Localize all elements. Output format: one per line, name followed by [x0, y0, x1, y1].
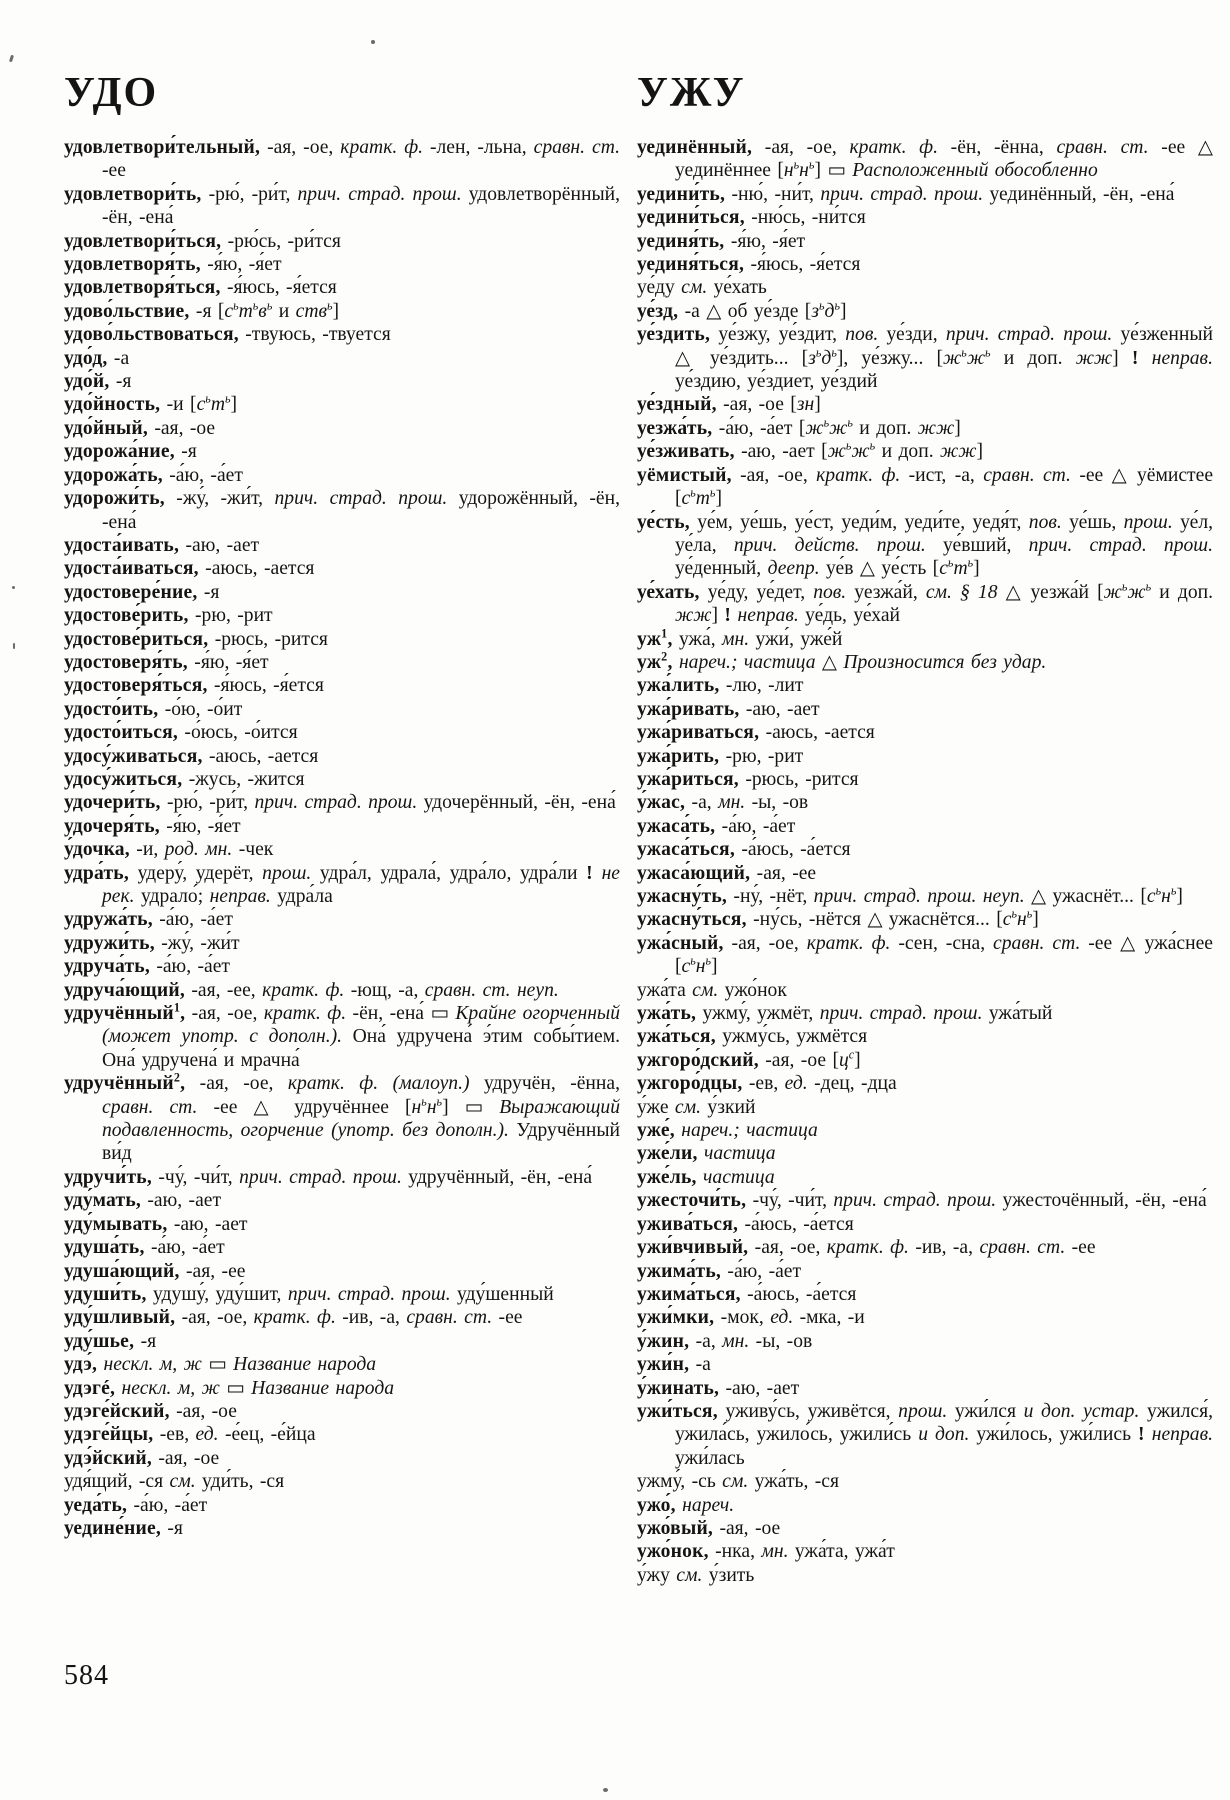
dictionary-entry: ужа́та см. ужо́нок — [637, 979, 787, 1001]
dictionary-entry: ужи́н, -а — [637, 1354, 711, 1376]
dictionary-entry: удостове́рить, -рю, -рит — [64, 605, 273, 627]
dictionary-entry: уе́здить, уе́зжу, уе́здит, пов. уе́зди, прич. страд. прош. уе́зженный △ уе́здить... $[з^ьд^ь]$, уе́зжу... [$ж^ьж^ь$ и доп. жж] ! неправ. уе́здию, уе́здиет, уе́здий — [637, 324, 1213, 393]
dictionary-entry: у́же см. у́зкий — [637, 1096, 756, 1118]
dictionary-entry: уду́шливый, -ая, -ое, кратк. ф. -ив, -а, сравн. ст. -ее — [64, 1307, 523, 1329]
dictionary-entry: ужа́ть, ужму́, ужмёт, прич. страд. прош. ужа́тый — [637, 1003, 1053, 1025]
dictionary-entry: уже́, нареч.; частица — [637, 1120, 818, 1142]
left-column — [64, 72, 620, 1540]
column-left-entries — [64, 136, 620, 1540]
dictionary-entry: удэге́йский, -ая, -ое — [64, 1400, 237, 1422]
dictionary-entry: уёмистый, -ая, -ое, кратк. ф. -ист, -а, сравн. ст. -ее △ уёмистее $[с^ьт^ь]$ — [637, 464, 1214, 510]
dictionary-entry: удуша́ющий, -ая, -ее — [64, 1260, 246, 1282]
dictionary-entry: уе́ду см. уе́хать — [637, 277, 767, 299]
dictionary-entry: у́жинать, -аю, -ает — [637, 1377, 800, 1399]
dictionary-entry: удочеря́ть, -я́ю, -я́ет — [64, 815, 241, 837]
dictionary-entry: ужа́риваться, -аюсь, -ается — [637, 722, 875, 744]
dictionary-entry: ужи́ться, уживу́сь, уживётся, прош. ужи́лся и доп. устар. ужился́, ужила́сь, ужило́сь, ужили́сь и доп. ужи́лось, ужи́лись ! неправ. ужи́лась — [637, 1400, 1213, 1469]
dictionary-entry: удручённый$^1$, -ая, -ое, кратк. ф. -ён, -ена́ ▭ Крайне огорченный (может употр. с дополн.). Она́ удручена́ э́тим собы́тием. Она́ удручена́ и мрачна́ — [64, 1000, 621, 1071]
dictionary-entry: ужгоро́дцы, -ев, ед. -дец, -дца — [637, 1073, 897, 1095]
dictionary-entry: ужи́вчивый, -ая, -ое, кратк. ф. -ив, -а, сравн. ст. -ее — [637, 1237, 1096, 1259]
dictionary-entry: уду́мать, -аю, -ает — [64, 1190, 222, 1212]
dictionary-entry: удра́ть, удеру́, удерёт, прош. удра́л, удрала́, удра́ло, удра́ли ! не рек. удрало́; неправ. удра́ла — [64, 862, 620, 907]
dictionary-entry: удовлетвори́ться, -рю́сь, -ри́тся — [64, 230, 341, 252]
dictionary-entry: удручи́ть, -чу́, -чи́т, прич. страд. прош. удручённый, -ён, -ена́ — [64, 1166, 593, 1188]
dictionary-entry: уедине́ние, -я — [64, 1517, 183, 1539]
dictionary-entry: ужима́ть, -а́ю, -а́ет — [637, 1260, 802, 1282]
dictionary-entry: удруча́ть, -а́ю, -а́ет — [64, 956, 230, 978]
dictionary-entry: уду́шье, -я — [64, 1330, 157, 1352]
dictionary-entry: ужа́сный, -ая, -ое, кратк. ф. -сен, -сна, сравн. ст. -ее △ ужа́снее $[с^ьн^ь]$ — [637, 932, 1213, 978]
dictionary-entry: уже́ли, частица — [637, 1143, 776, 1165]
dictionary-entry: уедини́ть, -ню́, -ни́т, прич. страд. прош. уединённый, -ён, -ена́ — [637, 183, 1175, 205]
right-column — [637, 72, 1213, 1587]
dictionary-entry: ужа́риться, -рюсь, -рится — [637, 768, 859, 790]
dictionary-entry: ужима́ться, -а́юсь, -а́ется — [637, 1283, 857, 1305]
dictionary-entry: уедини́ться, -ню́сь, -ни́тся — [637, 207, 866, 229]
dictionary-entry: ужму́, -сь см. ужа́ть, -ся — [637, 1471, 839, 1493]
dictionary-entry: $уж^1$, ужа́, мн. ужи́, уже́й — [637, 626, 843, 650]
dictionary-entry: ужгоро́дский, -ая, -ое $[ц^с]$ — [637, 1047, 861, 1071]
dictionary-entry: удо́йный, -ая, -ое — [64, 417, 216, 439]
dictionary-entry: уединённый, -ая, -ое, кратк. ф. -ён, -ённа, сравн. ст. -ее △ уединённее $[н^ьн^ь]$ ▭ Расположенный обособленно — [637, 137, 1213, 182]
page-number: 584 — [64, 1660, 109, 1691]
dictionary-entry: удя́щий, -ся см. уди́ть, -ся — [64, 1471, 285, 1493]
dictionary-entry: уе́зд, -а △ об уе́зде $[з^ьд^ь]$ — [637, 298, 847, 322]
dictionary-entry: удружи́ть, -жу́, -жи́т — [64, 932, 240, 954]
dictionary-entry: удовлетвори́ть, -рю́, -ри́т, прич. страд. прош. удовлетворённый, -ён, -ена́ — [64, 183, 621, 229]
dictionary-entry: удоста́иваться, -аюсь, -ается — [64, 558, 315, 580]
dictionary-entry: удуши́ть, удушу́, уду́шит, прич. страд. прош. уду́шенный — [64, 1283, 554, 1305]
dictionary-entry: у́жас, -а, мн. -ы, -ов — [637, 792, 809, 814]
dictionary-entry: ужасну́ть, -ну́, -нёт, прич. страд. прош. неуп. △ ужаснёт... $[с^ьн^ь]$ — [637, 883, 1183, 907]
dictionary-entry: ужа́лить, -лю, -лит — [637, 675, 804, 697]
scan-artifact — [13, 643, 15, 649]
dictionary-entry: ужо́нок, -нка, мн. ужа́та, ужа́т — [637, 1541, 895, 1563]
dictionary-entry: удорожа́ть, -а́ю, -а́ет — [64, 464, 243, 486]
dictionary-entry: удо́й, -я — [64, 371, 132, 393]
dictionary-entry: удовлетворя́ть, -я́ю, -я́ет — [64, 254, 282, 276]
column-right-entries — [637, 136, 1213, 1587]
dictionary-entry: удружа́ть, -а́ю, -а́ет — [64, 909, 233, 931]
dictionary-entry: у́жу см. у́зить — [637, 1564, 755, 1586]
dictionary-entry: ужасну́ться, -ну́сь, -нётся △ ужаснётся... $[с^ьн^ь]$ — [637, 906, 1039, 931]
dictionary-entry: удосто́ить, -о́ю, -о́ит — [64, 698, 243, 720]
running-head-left: УДО — [64, 70, 159, 116]
dictionary-entry: уе́хать, уе́ду, уе́дет, пов. уезжа́й, см. § 18 △ уезжа́й [$ж^ьж^ь$ и доп. жж] ! неправ. уе́дь, уе́хай — [637, 579, 1213, 627]
dictionary-entry: удово́льствоваться, -твуюсь, -твуется — [64, 324, 391, 346]
dictionary-entry: ужаса́ющий, -ая, -ее — [637, 862, 817, 884]
running-head-right: УЖУ — [637, 70, 746, 116]
dictionary-entry: удовлетвори́тельный, -ая, -ое, кратк. ф. -лен, -льна, сравн. ст. -ее — [64, 137, 620, 182]
dictionary-entry: уезжа́ть, -а́ю, -а́ет [$ж^ьж^ь$ и доп. жж] — [637, 415, 961, 439]
dictionary-entry: уе́зживать, -аю, -ает [$ж^ьж^ь$ и доп. жж] — [637, 438, 983, 463]
dictionary-entry: уе́сть, уе́м, уе́шь, уе́ст, уеди́м, уеди́те, уедя́т, пов. уе́шь, прош. уе́л, уе́ла, прич. действ. прош. уе́вший, прич. страд. прош. уе́денный, деепр. уе́в △ уе́сть $[с^ьт^ь]$ — [637, 511, 1213, 580]
dictionary-entry: удэгé, нескл. м, ж ▭ Название народа — [64, 1377, 395, 1399]
dictionary-entry: удостовере́ние, -я — [64, 581, 220, 603]
dictionary-entry: ужа́ться, ужму́сь, ужмётся — [637, 1026, 868, 1048]
dictionary-entry: удуша́ть, -а́ю, -а́ет — [64, 1237, 225, 1259]
dictionary-entry: ужа́рить, -рю, -рит — [637, 745, 804, 767]
dictionary-entry: удоста́ивать, -аю, -ает — [64, 534, 260, 556]
scan-artifact — [371, 40, 375, 44]
dictionary-entry: удово́льствие, -я [$с^ьт^ьв^ь$ и ств$^ь$] — [64, 298, 340, 322]
dictionary-entry: уже́ль, частица — [637, 1166, 775, 1188]
dictionary-entry: ужо́вый, -ая, -ое — [637, 1517, 781, 1539]
dictionary-entry: $уж^2$, нареч.; частица △ Произносится без удар. — [637, 649, 1047, 673]
dictionary-entry: удосу́живаться, -аюсь, -ается — [64, 745, 319, 767]
dictionary-entry: удорожи́ть, -жу́, -жи́т, прич. страд. прош. удорожённый, -ён, -ена́ — [64, 488, 621, 533]
dictionary-entry: уединя́ться, -я́юсь, -я́ется — [637, 254, 861, 276]
dictionary-entry: уду́мывать, -аю, -ает — [64, 1213, 248, 1235]
dictionary-entry: удруча́ющий, -ая, -ее, кратк. ф. -ющ, -а, сравн. ст. неуп. — [64, 979, 559, 1001]
dictionary-entry: удостоверя́ть, -я́ю, -я́ет — [64, 651, 269, 673]
dictionary-entry: у́дочка, -и, род. мн. -чек — [64, 839, 274, 861]
dictionary-entry: удэ́йский, -ая, -ое — [64, 1447, 220, 1469]
dictionary-entry: ужо́, нареч. — [637, 1494, 735, 1516]
dictionary-entry: ужи́мки, -мок, ед. -мка, -и — [637, 1307, 865, 1329]
dictionary-entry: ужива́ться, -а́юсь, -а́ется — [637, 1213, 854, 1235]
dictionary-entry: удо́д, -а — [64, 347, 130, 369]
dictionary-entry: удосу́житься, -жусь, -жится — [64, 768, 305, 790]
dictionary-entry: ужаса́ться, -а́юсь, -а́ется — [637, 839, 851, 861]
dictionary-entry: удорожа́ние, -я — [64, 441, 197, 463]
dictionary-entry: удо́йность, -и $[с^ьт^ь]$ — [64, 391, 238, 416]
scan-artifact — [603, 1788, 608, 1792]
dictionary-entry: удовлетворя́ться, -я́юсь, -я́ется — [64, 277, 337, 299]
dictionary-entry: уе́здный, -ая, -ое [зн] — [637, 394, 821, 416]
dictionary-entry: ужесточи́ть, -чу́, -чи́т, прич. страд. прош. ужесточённый, -ён, -ена́ — [637, 1190, 1207, 1212]
dictionary-entry: удостоверя́ться, -я́юсь, -я́ется — [64, 675, 324, 697]
dictionary-entry: удэ́, нескл. м, ж ▭ Название народа — [64, 1354, 377, 1376]
dictionary-entry: удэге́йцы, -ев, ед. -е́ец, -е́йца — [64, 1424, 316, 1446]
dictionary-entry: удручённый$^2$, -ая, -ое, кратк. ф. (малоуп.) удручён, -ённа, сравн. ст. -ее △ удручённее $[н^ьн^ь]$ ▭ Выражающий подавленность, огорчение (употр. без дополн.). Удручённый ви́д — [64, 1070, 620, 1165]
dictionary-entry: у́жин, -а, мн. -ы, -ов — [637, 1330, 813, 1352]
dictionary-entry: удостове́риться, -рюсь, -рится — [64, 628, 328, 650]
dictionary-entry: уединя́ть, -я́ю, -я́ет — [637, 230, 806, 252]
dictionary-entry: ужа́ривать, -аю, -ает — [637, 698, 820, 720]
dictionary-entry: удочери́ть, -рю́, -ри́т, прич. страд. прош. удочерённый, -ён, -ена́ — [64, 792, 616, 814]
dictionary-entry: ужаса́ть, -а́ю, -а́ет — [637, 815, 796, 837]
scan-artifact — [12, 586, 15, 589]
dictionary-entry: уеда́ть, -а́ю, -а́ет — [64, 1494, 208, 1516]
dictionary-entry: удосто́иться, -о́юсь, -о́ится — [64, 722, 298, 744]
scan-artifact — [9, 55, 14, 63]
